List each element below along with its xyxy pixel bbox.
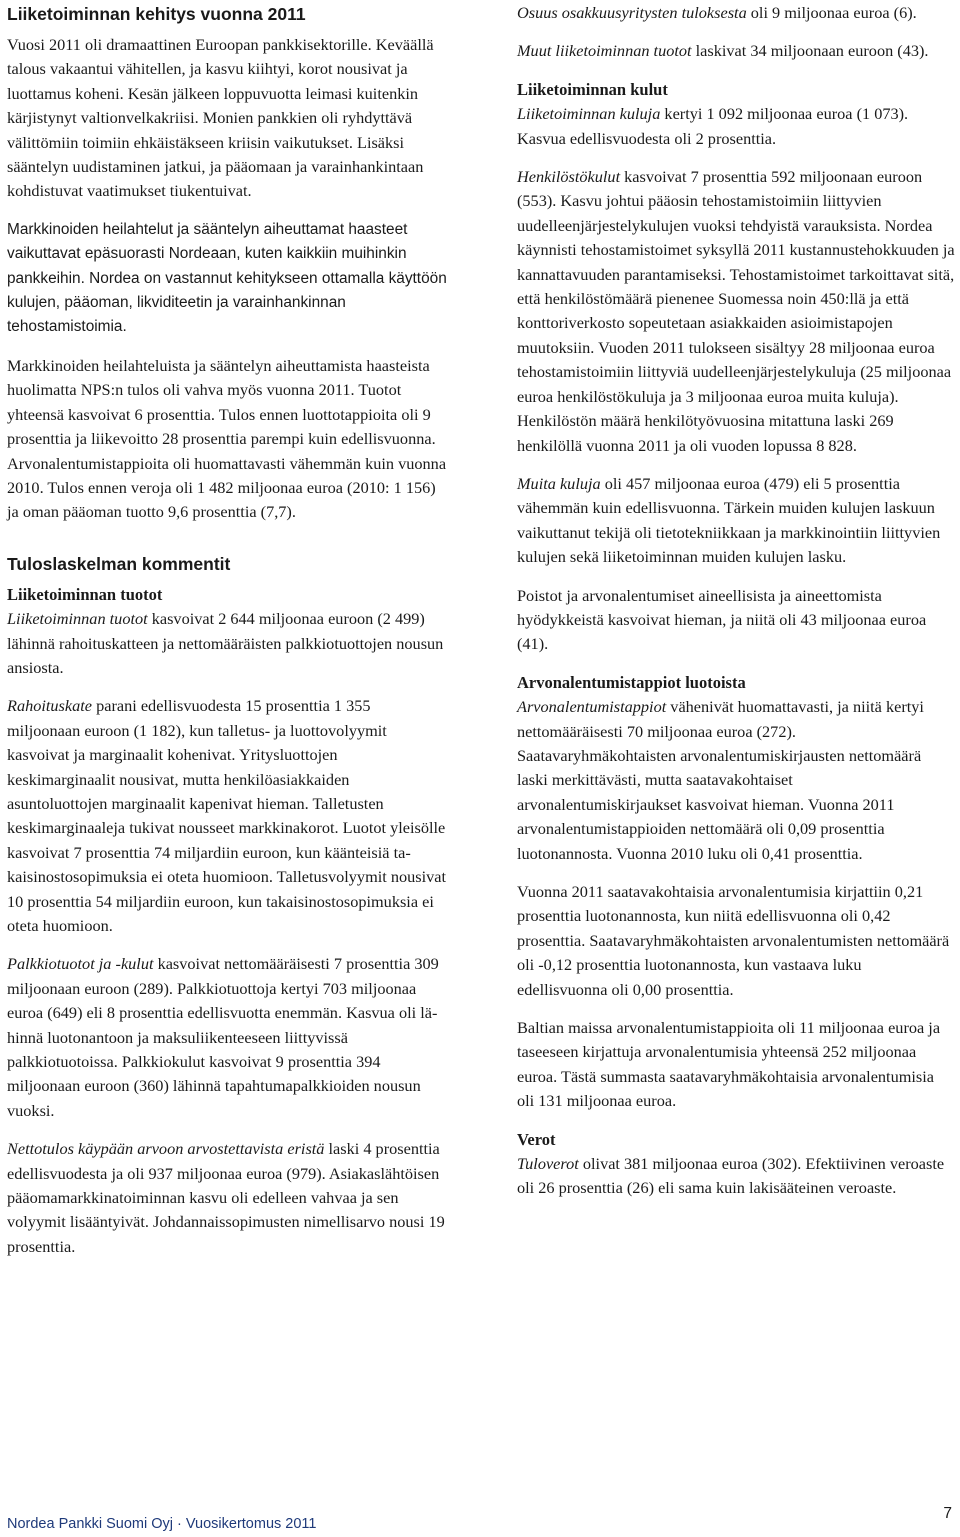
paragraph: Markkinoiden heilahteluista ja sääntelyn aiheuttamista haasteista huolimatta NPS:n tulos oli vahva myös vuonna 2011. Tuotot yhteensä kasvoivat 6 prosenttia. Tulos ennen luottotappioita oli 9 prosenttia ja liikevoitto 28 prosenttia parempi kuin edellisvuonna. Arvonalentumistappioita oli huomattavasti vähemmän kuin vuonna 2010. Tulos ennen veroja oli 1 482 miljoonaa euroa (2010: 1 156) ja oman pääoman tuotto 9,6 prosenttia (7,7).	[7, 355, 447, 522]
italic-term: Liiketoiminnan tuotot	[7, 609, 148, 629]
paragraph-text: laskivat 34 miljoonaan euroon (43).	[691, 41, 929, 61]
paragraph: Vuosi 2011 oli dramaattinen Euroopan pankkisektorille. Keväällä talous vakaantui vähitellen, ja kasvu kiihtyi, korot nousivat ja luottamus koheni. Kesän jälkeen loppuvuotta leimasi kuitenkin kärjistynyt valtionvelkakriisi. Monien pankkien oli ryhdyttävä välittömiin toimiin ehkäistäkseen kriisin vaikutukset. Lisäksi sääntelyn uudistaminen jatkui, ja pääomaan ja varainhankintaan kohdistuvat vaatimukset tiukentuivat.	[7, 35, 434, 201]
subheading-operating-income: Liiketoiminnan tuotot	[7, 584, 163, 604]
paragraph: Markkinoiden heilahtelut ja sääntelyn aiheuttamat haasteet vaikuttavat epäsuorasti Nordeaan, kuten kaikkiin muihinkin pankkeihin. Nordea on vastannut kehitykseen ottamalla käyttöön kulujen, pääoman, likviditeetin ja varainhankinnan tehostamistoimia.	[7, 220, 447, 336]
paragraph-text: kertyi 1 092 miljoonaa euroa (1 073). Kasvua edellisvuodesta oli 2 prosenttia.	[517, 104, 909, 148]
paragraph-text: kasvoivat 7 prosenttia 592 miljoonaan euroon (553). Kasvu johtui pääosin tehostamistoimiin liittyvien uudelleenjärjestelykulujen vuoksi tehdyistä varauksista. Nordea käynnisti tehostamistoimet syksyllä 2011 kustannustehokkuuden ja kannattavuuden parantamiseksi. Tehostamistoimet tarkoittavat sitä, että henkilöstömäärä pienenee Suomessa noin 450:llä ja että konttoriverkosto sopeutetaan asiakkaiden asioimistapojen muutoksiin. Vuoden 2011 tulokseen sisältyy 28 miljoonaa euroa tehostamistoimiin liittyviä uudelleenjärjestelykuluja (25 miljoonaa euroa henkilöstökuluja ja 3 miljoonaa euroa muita kuluja). Henkilöstön määrä henkilötyövuosina mitattuna laski 269 henkilöllä vuonna 2011 ja oli vuoden lopussa 8 828.	[517, 167, 955, 455]
italic-term: Arvonalentumistappiot	[517, 697, 667, 717]
italic-term: Osuus osakkuusyritysten tuloksesta	[517, 3, 747, 22]
page-number: 7	[943, 1505, 952, 1522]
paragraph	[517, 472, 955, 570]
right-column	[517, 0, 955, 1201]
paragraph	[7, 694, 447, 938]
subheading-taxes: Verot	[517, 1129, 556, 1149]
italic-term: Henkilöstökulut	[517, 167, 621, 187]
section-heading-income-statement: Tuloslaskelman kommentit	[7, 553, 231, 574]
paragraph	[517, 695, 955, 866]
subheading-operating-expenses: Liiketoiminnan kulut	[517, 79, 668, 99]
paragraph: Baltian maissa arvonalentumistappioita oli 11 miljoonaa euroa ja taseeseen kirjattuja arvonalentumisia yhteensä 252 miljoonaa euroa. Tästä summasta saatavaryhmäkohtaisia arvonalentumisia oli 131 miljoonaa euroa.	[517, 1018, 941, 1111]
paragraph-text: vähenivät huomattavasti, ja niitä kertyi nettomääräisesti 70 miljoonaa euroa (272). Saatavaryhmäkohtaisten arvonalentumiskirjausten nettomäärä laski merkittävästi, mutta saatavakohtaiset arvonalentumiskirjaukset kasvoivat hieman. Vuonna 2011 arvonalentumistappioiden nettomäärä oli 0,09 prosenttia luotonannosta. Vuonna 2010 luku oli 0,41 prosenttia.	[517, 697, 924, 863]
paragraph-text: kasvoivat 2 644 miljoonaa euroon (2 499) lähinnä rahoituskatteen ja nettomääräisten palkkiotuottojen nousun ansiosta.	[7, 609, 444, 677]
paragraph	[517, 1152, 955, 1201]
paragraph-text: oli 9 miljoonaa euroa (6).	[746, 3, 917, 22]
paragraph	[517, 165, 955, 458]
italic-term: Liiketoiminnan kuluja	[517, 104, 661, 124]
paragraph	[517, 39, 955, 63]
paragraph	[517, 1, 955, 25]
subheading-loan-losses: Arvonalentumistappiot luotoista	[517, 672, 746, 692]
footer-publisher: Nordea Pankki Suomi Oyj · Vuosikertomus 2011	[7, 1516, 317, 1532]
section-heading-business-development: Liiketoiminnan kehitys vuonna 2011	[7, 4, 306, 24]
italic-term: Muita kuluja	[517, 473, 601, 493]
italic-term: Rahoituskate	[7, 696, 93, 716]
left-column	[7, 0, 447, 1259]
paragraph	[7, 952, 447, 1123]
paragraph-text: kasvoivat nettomääräisesti 7 prosenttia 309 miljoonaan euroon (289). Palkkiotuottoja kertyi 703 miljoonaa euroa (649) eli 8 prosenttia edellisvuotta enemmän. Kasvua oli lähinnä luotonantoon ja maksuliikenteeseen liittyvissä palkkiotuotoissa. Palkkiokulut kasvoivat 9 prosenttia 394 miljoonaan euroon (360) lähinnä tapahtumapalkkioiden nousun vuoksi.	[7, 954, 439, 1120]
italic-term: Nettotulos käypään arvoon arvostettavista eristä	[7, 1139, 325, 1159]
italic-term: Muut liiketoiminnan tuotot	[517, 41, 692, 61]
paragraph-text: olivat 381 miljoonaa euroa (302). Efektiivinen veroaste oli 26 prosenttia (26) eli sama kuin lakisääteinen veroaste.	[517, 1154, 945, 1198]
paragraph: Vuonna 2011 saatavakohtaisia arvonalentumisia kirjattiin 0,21 prosenttia luotonannosta, kun niitä edellisvuonna oli 0,42 prosenttia. Saatavaryhmäkohtaisten arvonalentumisten nettomäärä oli -0,12 prosenttia luotonannosta, kun vastaava luku edellisvuonna oli 0,00 prosenttia.	[517, 882, 950, 999]
paragraph	[7, 1137, 447, 1259]
paragraph	[7, 607, 447, 680]
paragraph: Poistot ja arvonalentumiset aineellisista ja aineettomista hyödykkeistä kasvoivat hieman, ja niitä oli 43 miljoonaa euroa (41).	[517, 585, 927, 654]
paragraph	[517, 102, 955, 151]
italic-term: Tuloverot	[517, 1154, 579, 1174]
italic-term: Palkkiotuotot ja -kulut	[7, 954, 154, 974]
paragraph-text: oli 457 miljoonaa euroa (479) eli 5 prosenttia vähemmän kuin edellisvuonna. Tärkein muiden kulujen laskuun vaikuttanut tekijä oli tietotekniikkaan ja markkinointiin liittyvien kulujen sekä liiketoiminnan muiden kulujen lasku.	[517, 473, 941, 567]
paragraph-text: parani edellisvuodesta 15 prosenttia 1 355 miljoonaan euroon (1 182), kun talletus- ja luottovolyymit kasvoivat ja marginaalit kohenivat. Yritysluottojen keskimarginaalit nousivat, mutta henkilöasiakkaiden asuntoluottojen marginaalit kapenivat hieman. Talletusten keskimarginaaleja tukivat nousseet markkinakorot. Luotot yleisölle kasvoivat 7 prosenttia 74 miljardiin euroon, kun käänteisiä takaisinostosopimuksia ei oteta huomioon. Talletusvolyymit nousivat 10 prosenttia 54 miljardiin euroon, kun takaisinostosopimuksia ei oteta huomioon.	[7, 696, 447, 935]
paragraph-text: laski 4 prosenttia edellisvuodesta ja oli 937 miljoonaa euroa (979). Asiakaslähtöisen pääomamarkkinatoiminnan kasvu oli edelleen vahvaa ja sen volyymit lisääntyivät. Johdannaissopimusten nimellisarvo nousi 19 prosenttia.	[7, 1139, 445, 1256]
